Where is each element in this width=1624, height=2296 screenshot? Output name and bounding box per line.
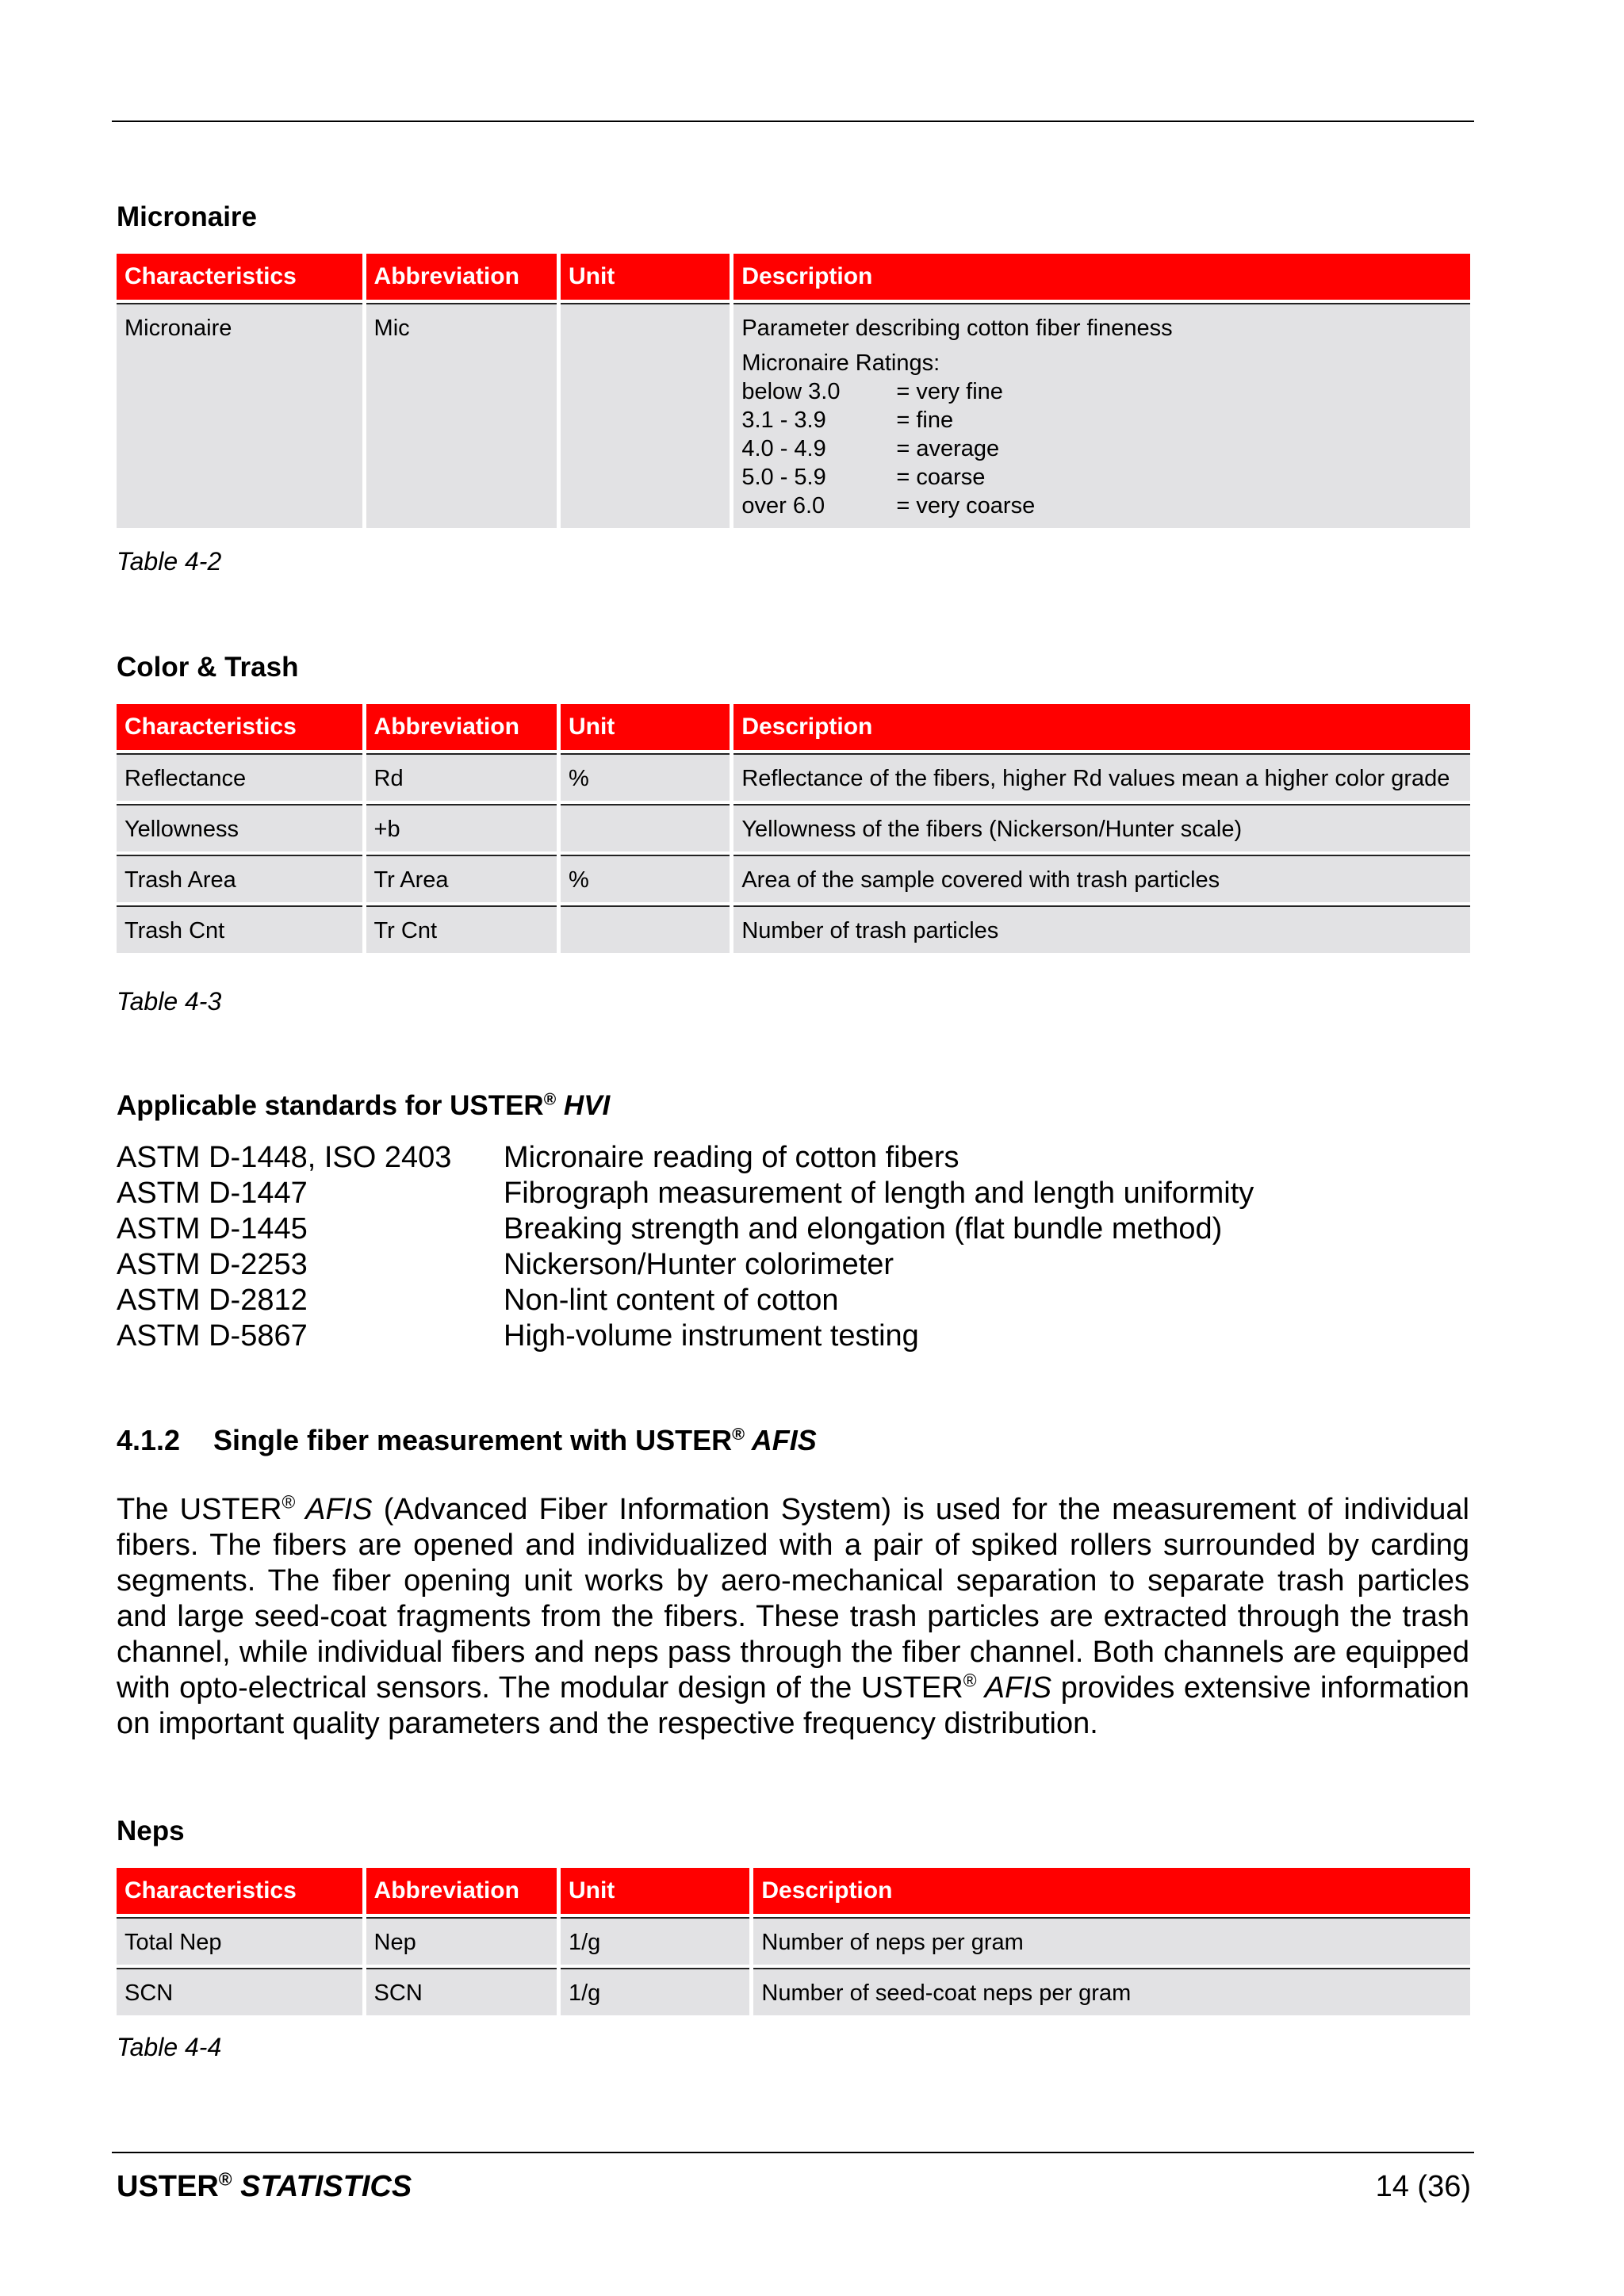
header-description: Description: [733, 254, 1470, 300]
standards-heading-product: HVI: [556, 1090, 611, 1121]
section-title: [213, 1423, 817, 1458]
micronaire-heading: Micronaire: [117, 201, 257, 232]
micronaire-ratings: [741, 349, 1462, 520]
list-item: [117, 1283, 1254, 1318]
para-text: provides extensive information on important quality parameters and the respective frequency distribution.: [117, 1671, 1469, 1740]
header-characteristics: Characteristics: [117, 254, 362, 300]
header-unit: Unit: [561, 1868, 749, 1914]
rating-label: = average: [896, 436, 1000, 461]
rating-row: [741, 377, 1462, 406]
cell-characteristic: SCN: [117, 1968, 362, 2015]
section-title-text: Single fiber measurement with USTER: [213, 1424, 733, 1456]
header-abbreviation: Abbreviation: [366, 254, 557, 300]
cell-unit: 1/g: [561, 1968, 749, 2015]
table-row: [117, 303, 1470, 528]
footer-rule: [112, 2152, 1474, 2153]
cell-abbreviation: SCN: [366, 1968, 557, 2015]
cell-abbreviation: Nep: [366, 1917, 557, 1965]
rating-row: [741, 463, 1462, 492]
header-abbreviation: Abbreviation: [366, 1868, 557, 1914]
section-title-product: AFIS: [745, 1424, 817, 1456]
rating-label: = very fine: [896, 379, 1003, 404]
micronaire-description: Parameter describing cotton fiber fineness: [741, 316, 1173, 341]
cell-characteristic: Yellowness: [117, 804, 362, 851]
section-number: 4.1.2: [117, 1424, 181, 1456]
cell-abbreviation: Mic: [366, 303, 557, 528]
header-rule: [112, 121, 1474, 122]
cell-description: Number of neps per gram: [753, 1917, 1470, 1965]
standard-description: Non-lint content of cotton: [504, 1284, 839, 1317]
cell-characteristic: Total Nep: [117, 1917, 362, 1965]
rating-row: [741, 434, 1462, 463]
registered-mark: ®: [963, 1670, 977, 1691]
rating-row: [741, 492, 1462, 520]
section-heading: [117, 1423, 817, 1458]
cell-abbreviation: +b: [366, 804, 557, 851]
neps-caption: Table 4-4: [117, 2033, 222, 2061]
list-item: [117, 1176, 1254, 1211]
cell-description: [733, 303, 1470, 528]
registered-mark: ®: [732, 1424, 745, 1444]
cell-characteristic: Reflectance: [117, 753, 362, 801]
list-item: [117, 1318, 1254, 1354]
standard-code: ASTM D-1448, ISO 2403: [117, 1141, 452, 1174]
cell-unit: [561, 804, 730, 851]
rating-range: 5.0 - 5.9: [741, 465, 826, 490]
page-number: 14 (36): [1375, 2170, 1471, 2203]
cell-description: Area of the sample covered with trash particles: [733, 855, 1470, 902]
cell-unit: %: [561, 753, 730, 801]
rating-range: 4.0 - 4.9: [741, 436, 826, 461]
cell-abbreviation: Tr Area: [366, 855, 557, 902]
standard-code: ASTM D-1445: [117, 1212, 308, 1246]
cell-unit: [561, 303, 730, 528]
standard-description: Fibrograph measurement of length and length uniformity: [504, 1177, 1254, 1210]
table-row: [117, 1968, 1470, 2015]
cell-abbreviation: Tr Cnt: [366, 905, 557, 953]
footer-product: STATISTICS: [232, 2170, 412, 2203]
ratings-title: Micronaire Ratings:: [741, 350, 940, 376]
standard-code: ASTM D-2812: [117, 1284, 308, 1317]
table-row: [117, 905, 1470, 953]
cell-characteristic: Micronaire: [117, 303, 362, 528]
header-description: Description: [753, 1868, 1470, 1914]
standard-code: ASTM D-2253: [117, 1248, 308, 1281]
neps-table: [113, 1865, 1474, 2019]
standards-list: [117, 1140, 1254, 1354]
micronaire-table: [113, 251, 1474, 531]
registered-mark: ®: [218, 2168, 232, 2190]
afis-paragraph: [117, 1492, 1469, 1742]
standard-description: High-volume instrument testing: [504, 1319, 919, 1353]
para-text: The USTER: [117, 1493, 282, 1526]
header-characteristics: Characteristics: [117, 704, 362, 750]
standard-description: Micronaire reading of cotton fibers: [504, 1141, 959, 1174]
rating-range: 3.1 - 3.9: [741, 408, 826, 433]
table-row: [117, 1917, 1470, 1965]
rating-label: = very coarse: [896, 493, 1036, 519]
list-item: [117, 1247, 1254, 1283]
rating-row: [741, 406, 1462, 434]
registered-mark: ®: [543, 1090, 557, 1109]
color-trash-table: [113, 701, 1474, 956]
registered-mark: ®: [282, 1491, 296, 1513]
table-row: [117, 855, 1470, 902]
footer-brand-name: USTER: [117, 2170, 219, 2203]
header-abbreviation: Abbreviation: [366, 704, 557, 750]
list-item: [117, 1211, 1254, 1247]
rating-label: = fine: [896, 408, 954, 433]
para-text: (Advanced Fiber Information System) is used for the measurement of individual fibers. The fibers are opened and individualized with a pair of spiked rollers surrounded by carding segments. The fiber opening unit works by aero-mechanical separation to separate trash particles and large seed-coat fragments from the fibers. These trash particles are extracted through the trash channel, while individual fibers and neps pass through the fiber channel. Both channels are equipped with opto-electrical sensors. The modular design of the USTER: [117, 1493, 1470, 1705]
table-row: [117, 753, 1470, 801]
footer-brand: [117, 2169, 412, 2204]
standard-code: ASTM D-1447: [117, 1177, 308, 1210]
color-trash-caption: Table 4-3: [117, 987, 222, 1016]
para-product: AFIS: [976, 1671, 1052, 1705]
cell-characteristic: Trash Area: [117, 855, 362, 902]
color-trash-heading: Color & Trash: [117, 652, 299, 683]
para-product: AFIS: [295, 1493, 373, 1526]
cell-characteristic: Trash Cnt: [117, 905, 362, 953]
cell-unit: %: [561, 855, 730, 902]
cell-description: Yellowness of the fibers (Nickerson/Hunter scale): [733, 804, 1470, 851]
cell-description: Reflectance of the fibers, higher Rd values mean a higher color grade: [733, 753, 1470, 801]
rating-label: = coarse: [896, 465, 986, 490]
cell-description: Number of trash particles: [733, 905, 1470, 953]
cell-unit: [561, 905, 730, 953]
rating-range: below 3.0: [741, 379, 841, 404]
cell-description: Number of seed-coat neps per gram: [753, 1968, 1470, 2015]
table-row: [117, 804, 1470, 851]
neps-heading: Neps: [117, 1816, 185, 1846]
standards-heading-text: Applicable standards for USTER: [117, 1090, 544, 1121]
standard-code: ASTM D-5867: [117, 1319, 308, 1353]
header-unit: Unit: [561, 254, 730, 300]
list-item: [117, 1140, 1254, 1176]
micronaire-caption: Table 4-2: [117, 547, 222, 576]
rating-range: over 6.0: [741, 493, 825, 519]
standard-description: Breaking strength and elongation (flat bundle method): [504, 1212, 1223, 1246]
cell-unit: 1/g: [561, 1917, 749, 1965]
header-description: Description: [733, 704, 1470, 750]
header-unit: Unit: [561, 704, 730, 750]
standards-heading: [117, 1090, 610, 1122]
cell-abbreviation: Rd: [366, 753, 557, 801]
header-characteristics: Characteristics: [117, 1868, 362, 1914]
standard-description: Nickerson/Hunter colorimeter: [504, 1248, 894, 1281]
